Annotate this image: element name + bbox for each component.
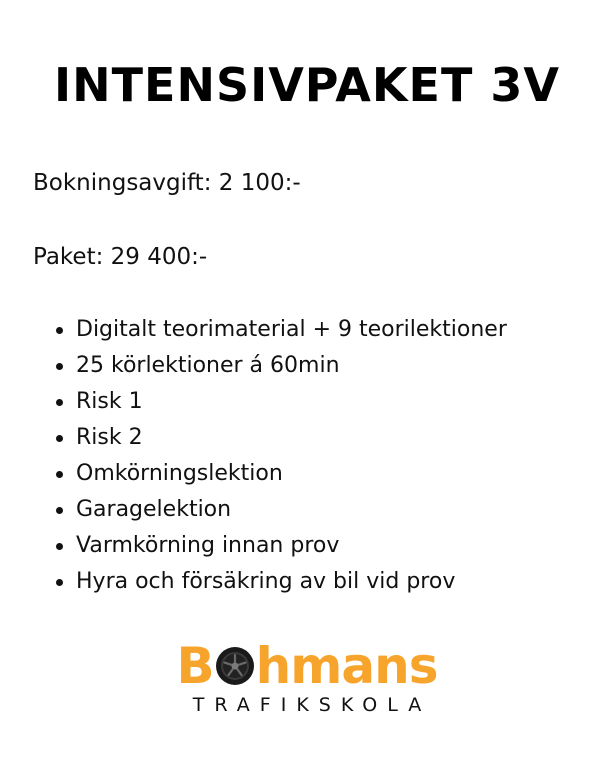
- bullet-icon: [56, 507, 63, 514]
- page-title: INTENSIVPAKET 3V: [54, 58, 560, 112]
- bohmans-logo: [0, 637, 614, 716]
- list-item: Hyra och försäkring av bil vid prov: [52, 564, 507, 600]
- brand-name: B hmans: [176, 637, 438, 695]
- list-item: Omkörningslektion: [52, 456, 507, 492]
- list-item: 25 körlektioner á 60min: [52, 348, 507, 384]
- wheel-icon: [215, 646, 255, 686]
- bullet-icon: [56, 579, 63, 586]
- bullet-icon: [56, 363, 63, 370]
- list-item: Varmkörning innan prov: [52, 528, 507, 564]
- brand-subtitle: TRAFIKSKOLA: [192, 694, 432, 716]
- list-item: Risk 2: [52, 420, 507, 456]
- bullet-icon: [56, 543, 63, 550]
- bullet-icon: [56, 327, 63, 334]
- list-item: Garagelektion: [52, 492, 507, 528]
- list-item: Risk 1: [52, 384, 507, 420]
- bullet-icon: [56, 435, 63, 442]
- bullet-icon: [56, 399, 63, 406]
- list-item: Digitalt teorimaterial + 9 teorilektioner: [52, 312, 507, 348]
- bullet-icon: [56, 471, 63, 478]
- package-price: Paket: 29 400:-: [33, 244, 208, 270]
- includes-list: [52, 312, 507, 600]
- booking-fee: Bokningsavgift: 2 100:-: [33, 170, 301, 196]
